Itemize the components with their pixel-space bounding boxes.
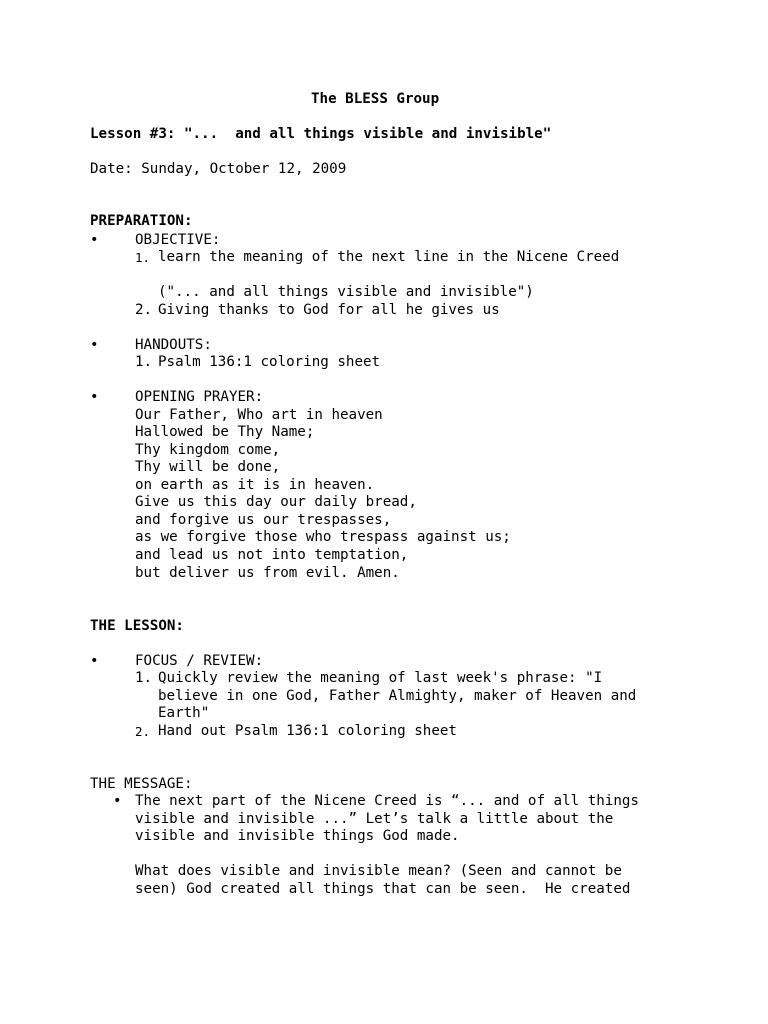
message-line: The next part of the Nicene Creed is “... and of all things xyxy=(135,793,639,809)
date-line: Date: Sunday, October 12, 2009 xyxy=(90,161,347,177)
list-number: 1. xyxy=(135,354,153,370)
bullet: • xyxy=(90,653,99,669)
bullet: • xyxy=(90,232,99,248)
lesson-section-heading: THE LESSON: xyxy=(90,618,184,634)
message-line: seen) God created all things that can be seen. He created xyxy=(135,881,631,897)
list-item-text: Hand out Psalm 136:1 coloring sheet xyxy=(158,723,457,739)
prayer-line: and forgive us our trespasses, xyxy=(135,512,392,528)
list-number: 2. xyxy=(135,724,151,739)
objective-label: OBJECTIVE: xyxy=(135,232,221,248)
bullet: • xyxy=(113,793,122,809)
lesson-heading: Lesson #3: "... and all things visible and invisible" xyxy=(90,126,552,142)
message-line: What does visible and invisible mean? (Seen and cannot be xyxy=(135,863,622,879)
list-number: 1. xyxy=(135,250,151,265)
message-line: visible and invisible ...” Let’s talk a little about the xyxy=(135,811,614,827)
message-line: visible and invisible things God made. xyxy=(135,828,460,844)
list-item-text: learn the meaning of the next line in the Nicene Creed xyxy=(158,249,620,265)
list-number: 1. xyxy=(135,670,153,686)
list-item-text: ("... and all things visible and invisible") xyxy=(158,284,534,300)
prayer-line: Thy will be done, xyxy=(135,459,281,475)
focus-review-label: FOCUS / REVIEW: xyxy=(135,653,264,669)
document-title: The BLESS Group xyxy=(311,91,440,107)
handouts-label: HANDOUTS: xyxy=(135,337,212,353)
prayer-line: Hallowed be Thy Name; xyxy=(135,424,315,440)
prayer-line: Thy kingdom come, xyxy=(135,442,281,458)
prayer-line: on earth as it is in heaven. xyxy=(135,477,375,493)
list-item-text: Quickly review the meaning of last week's phrase: "I xyxy=(158,670,603,686)
bullet: • xyxy=(90,337,99,353)
prayer-line: as we forgive those who trespass against us; xyxy=(135,529,511,545)
prayer-line: Give us this day our daily bread, xyxy=(135,494,417,510)
list-item-text: Giving thanks to God for all he gives us xyxy=(158,302,500,318)
opening-prayer-label: OPENING PRAYER: xyxy=(135,389,264,405)
list-item-text: believe in one God, Father Almighty, maker of Heaven and xyxy=(158,688,637,704)
prayer-line: but deliver us from evil. Amen. xyxy=(135,565,400,581)
prayer-line: Our Father, Who art in heaven xyxy=(135,407,383,423)
preparation-heading: PREPARATION: xyxy=(90,213,193,229)
prayer-line: and lead us not into temptation, xyxy=(135,547,409,563)
bullet: • xyxy=(90,389,99,405)
message-heading: THE MESSAGE: xyxy=(90,776,193,792)
list-item-text: Earth" xyxy=(158,705,210,721)
list-item-text: Psalm 136:1 coloring sheet xyxy=(158,354,381,370)
list-number: 2. xyxy=(135,302,153,318)
